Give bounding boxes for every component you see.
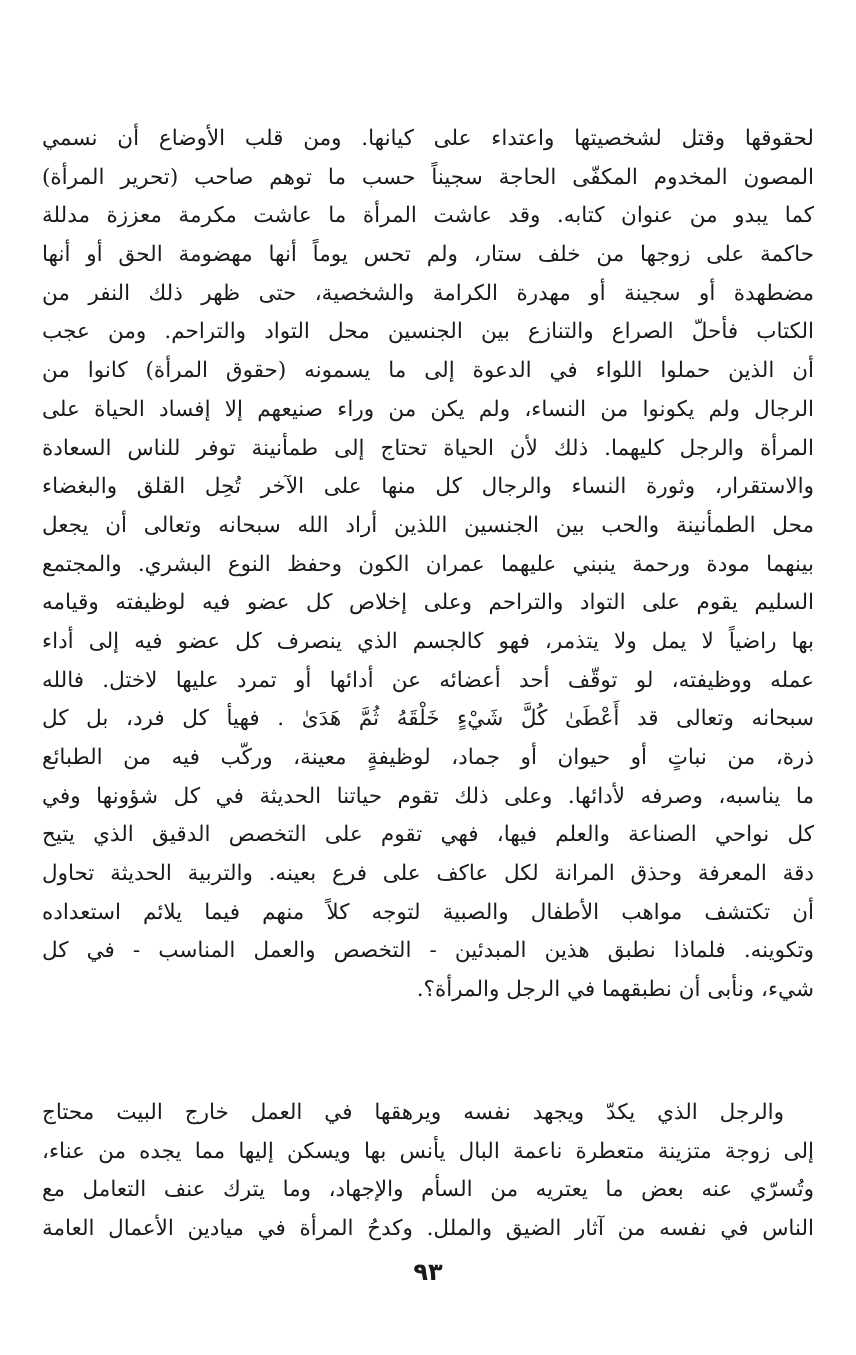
text-line: والاستقرار، وثورة النساء والرجال كل منها على الآخر تُحِل القلق والبغضاء	[42, 474, 814, 500]
text-line: حاكمة على زوجها من خلف ستار، ولم تحس يوماً أنها مهضومة الحق أو أنها	[42, 242, 814, 268]
text-line: عمله ووظيفته، لو توقّف أحد أعضائه عن أدائها أو تمرد عليها لاختل. فالله	[42, 667, 814, 693]
text-line: وتُسرّي عنه بعض ما يعتريه من السأم والإجهاد، وما يترك عنف التعامل مع	[42, 1177, 814, 1203]
text-line: المرأة والرجل كليهما. ذلك لأن الحياة تحتاج إلى طمأنينة توفر للناس السعادة	[42, 435, 814, 461]
text-line: ما يناسبه، وصرفه لأدائها. وعلى ذلك تقوم حياتنا الحديثة في كل شؤونها وفي	[42, 783, 814, 809]
page-number: ٩٣	[413, 1258, 443, 1286]
paragraph-2	[42, 1094, 814, 1249]
text-line: وتكوينه. فلماذا نطبق هذين المبدئين - التخصص والعمل المناسب - في كل	[42, 938, 814, 964]
text-line: ذرة، من نباتٍ أو حيوان أو جماد، لوظيفةٍ معينة، وركّب فيه من الطبائع	[42, 745, 814, 770]
text-line: شيء، ونأبى أن نطبقهما في الرجل والمرأة؟.	[416, 977, 814, 1003]
text-line: محل الطمأنينة والحب بين الجنسين اللذين أراد الله سبحانه وتعالى أن يجعل	[42, 512, 814, 538]
text-line: أن الذين حملوا اللواء في الدعوة إلى ما يسمونه (حقوق المرأة) كانوا من	[42, 358, 814, 384]
text-line: الرجال ولم يكونوا من النساء، ولم يكن من وراء صنيعهم إلا إفساد الحياة على	[42, 396, 814, 422]
text-line: سبحانه وتعالى قد أَعْطَىٰ كُلَّ شَيْءٍ خَلْقَهُ ثُمَّ هَدَىٰ . فهيأ كل فرد، بل كل	[42, 706, 814, 732]
text-line: دقة المعرفة وحذق المرانة لكل عاكف على فرع بعينه. والتربية الحديثة تحاول	[42, 861, 814, 887]
text-line: الناس في نفسه من آثار الضيق والملل. وكدحُ المرأة في ميادين الأعمال العامة	[42, 1216, 814, 1242]
text-line: والرجل الذي يكدّ ويجهد نفسه ويرهقها في العمل خارج البيت محتاج	[42, 1100, 784, 1125]
text-line: بينهما مودة ورحمة ينبني عليهما عمران الكون وحفظ النوع البشري. والمجتمع	[42, 551, 814, 577]
text-line: لحقوقها وقتل لشخصيتها واعتداء على كيانها. ومن قلب الأوضاع أن نسمي	[42, 126, 814, 151]
text-line: الكتاب فأحلّ الصراع والتنازع بين الجنسين محل التواد والتراحم. ومن عجب	[42, 319, 814, 345]
text-line: المصون المخدوم المكفّى الحاجة سجيناً حسب ما توهم صاحب (تحرير المرأة)	[42, 164, 814, 190]
paragraph-1	[42, 120, 814, 1010]
text-line: كما يبدو من عنوان كتابه. وقد عاشت المرأة ما عاشت مكرمة معززة مدللة	[42, 203, 814, 229]
text-line: إلى زوجة متزينة متعطرة ناعمة البال يأنس بها ويسكن إليها مما يجده من عناء،	[42, 1138, 814, 1164]
text-line: مضطهدة أو سجينة أو مهدرة الكرامة والشخصية، حتى ظهر ذلك النفر من	[42, 280, 814, 306]
text-line: أن تكتشف مواهب الأطفال والصبية لتوجه كلاً منهم فيما يلائم استعداده	[42, 899, 814, 925]
text-line: كل نواحي الصناعة والعلم فيها، فهي تقوم على التخصص الدقيق الذي يتيح	[42, 822, 814, 848]
text-line: السليم يقوم على التواد والتراحم وعلى إخلاص كل عضو فيه لوظيفته وقيامه	[42, 590, 814, 616]
text-line: بها راضياً لا يمل ولا يتذمر، فهو كالجسم الذي ينصرف كل عضو فيه إلى أداء	[42, 628, 814, 654]
